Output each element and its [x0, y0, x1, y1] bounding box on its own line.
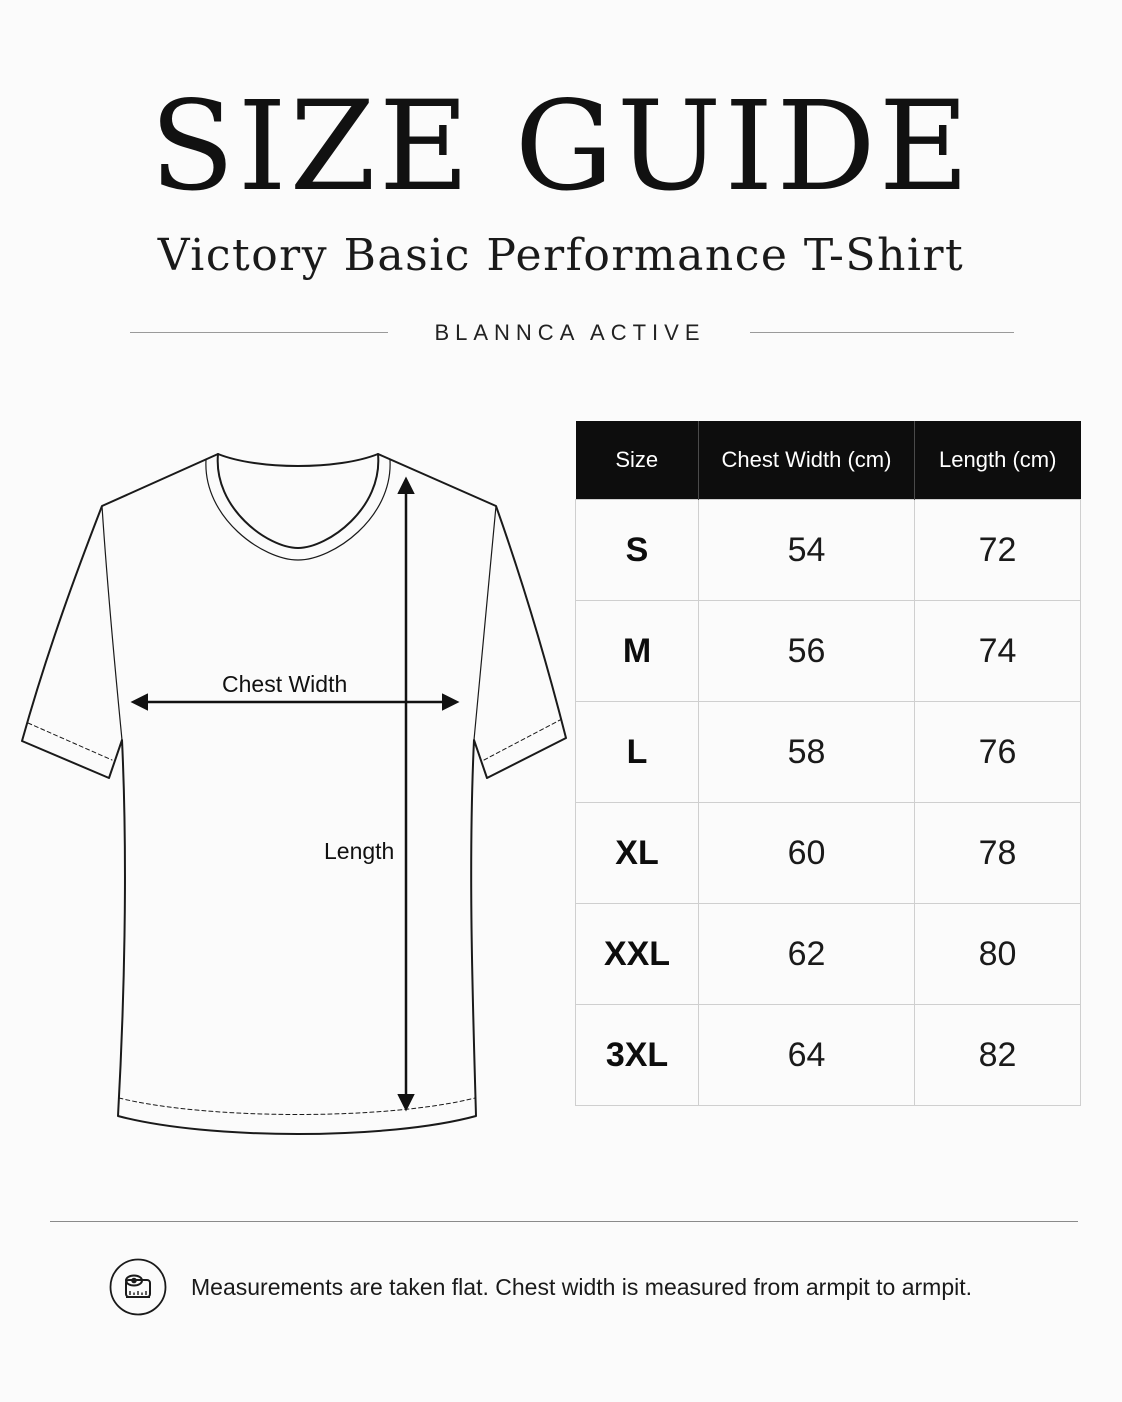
header-length: Length (cm) [915, 421, 1081, 500]
brand-row [130, 316, 1014, 350]
table-header-row [576, 421, 1081, 500]
length-cell: 76 [915, 702, 1081, 803]
length-cell: 80 [915, 904, 1081, 1005]
divider-left [130, 332, 388, 333]
size-chart-table [575, 421, 1081, 1106]
t-shirt-diagram [18, 448, 574, 1148]
chest-width-cell: 56 [699, 601, 915, 702]
table-row [576, 702, 1081, 803]
divider-right [750, 332, 1014, 333]
size-cell: XXL [576, 904, 699, 1005]
footer-divider [50, 1221, 1078, 1222]
length-cell: 78 [915, 803, 1081, 904]
collar-icon [218, 454, 379, 548]
header-chest-width: Chest Width (cm) [699, 421, 915, 500]
chest-width-label: Chest Width [222, 671, 348, 697]
chest-width-cell: 54 [699, 500, 915, 601]
table-row [576, 1005, 1081, 1106]
brand-name: BLANNCA ACTIVE [434, 320, 706, 345]
table-row [576, 601, 1081, 702]
product-name: Victory Basic Performance T-Shirt [157, 230, 965, 281]
length-cell: 82 [915, 1005, 1081, 1106]
chest-width-cell: 58 [699, 702, 915, 803]
length-cell: 74 [915, 601, 1081, 702]
header-size: Size [576, 421, 699, 500]
length-cell: 72 [915, 500, 1081, 601]
chest-width-cell: 62 [699, 904, 915, 1005]
size-cell: XL [576, 803, 699, 904]
page-title: SIZE GUIDE [149, 75, 973, 219]
size-cell: L [576, 702, 699, 803]
measuring-tape-icon [109, 1258, 167, 1316]
size-cell: M [576, 601, 699, 702]
chest-width-cell: 60 [699, 803, 915, 904]
table-row [576, 803, 1081, 904]
size-cell: 3XL [576, 1005, 699, 1106]
measurement-note: Measurements are taken flat. Chest width is measured from armpit to armpit. [191, 1274, 973, 1300]
size-cell: S [576, 500, 699, 601]
table-row [576, 904, 1081, 1005]
length-label: Length [324, 838, 395, 864]
table-row [576, 500, 1081, 601]
shirt-outline [22, 454, 566, 1134]
chest-width-cell: 64 [699, 1005, 915, 1106]
